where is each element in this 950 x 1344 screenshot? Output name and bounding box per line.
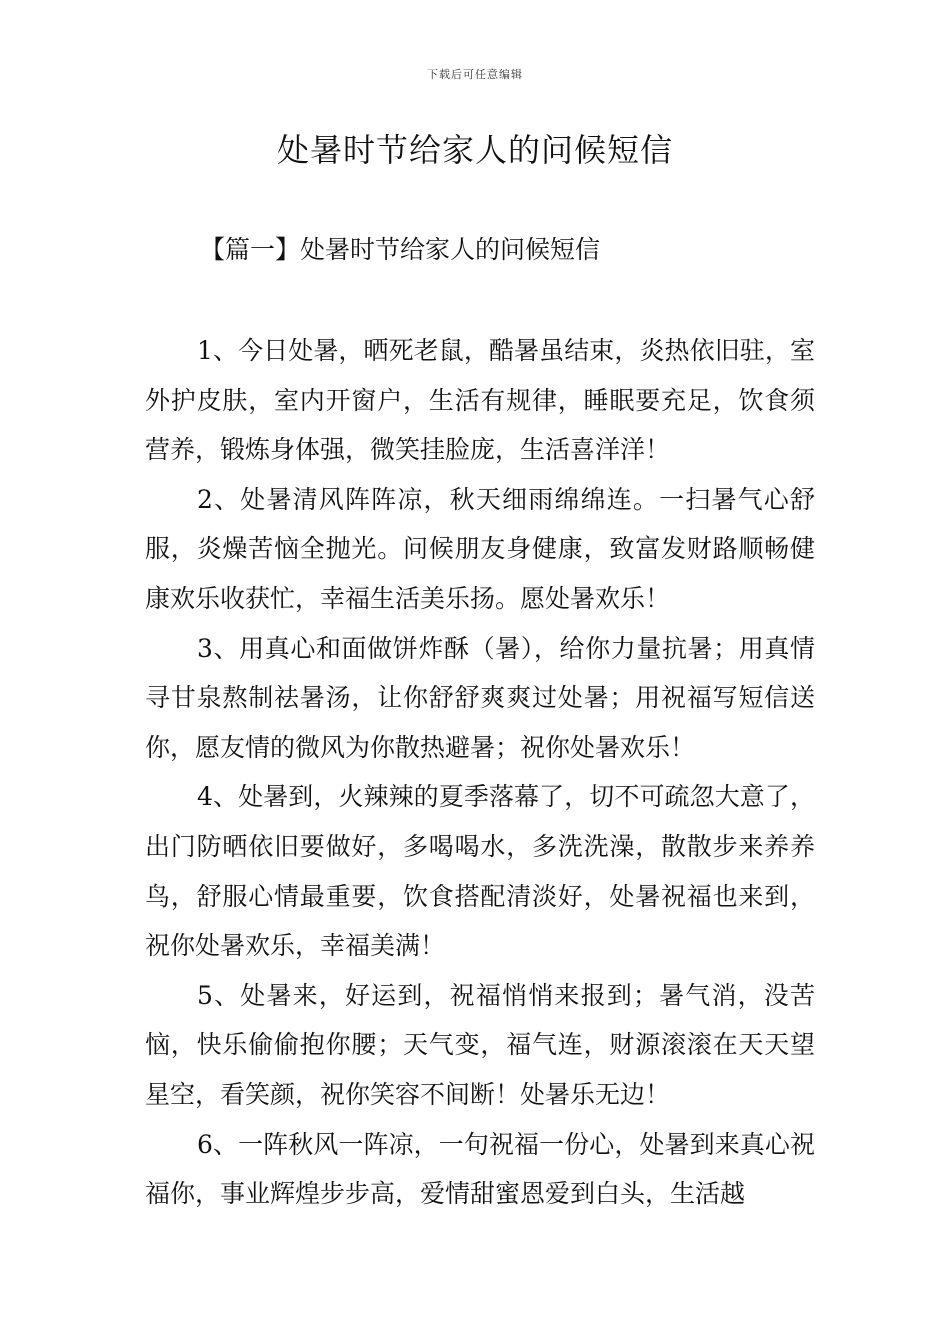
header-note: 下载后可任意编辑 [427,68,523,81]
body-text [145,326,815,1219]
page-title: 处暑时节给家人的问候短信 [276,131,673,169]
paragraph-3: 3、用真心和面做饼炸酥（暑），给你力量抗暑；用真情寻甘泉熬制祛暑汤，让你舒舒爽爽过处暑；用祝福写短信送你，愿友情的微风为你散热避暑；祝你处暑欢乐！ [145,633,815,762]
paragraph-4: 4、处暑到，火辣辣的夏季落幕了，切不可疏忽大意了，出门防晒依旧要做好，多喝喝水，多洗洗澡，散散步来养养鸟，舒服心情最重要，饮食搭配清淡好，处暑祝福也来到，祝你处暑欢乐，幸福美满！ [145,782,815,961]
paragraph-2: 2、处暑清风阵阵凉，秋天细雨绵绵连。一扫暑气心舒服，炎燥苦恼全抛光。问候朋友身健康，致富发财路顺畅健康欢乐收获忙，幸福生活美乐扬。愿处暑欢乐！ [145,484,815,613]
paragraph-6: 6、一阵秋风一阵凉，一句祝福一份心，处暑到来真心祝福你，事业辉煌步步高，爱情甜蜜恩爱到白头，生活越 [145,1129,815,1209]
paragraph-5: 5、处暑来，好运到，祝福悄悄来报到；暑气消，没苦恼，快乐偷偷抱你腰；天气变，福气连，财源滚滚在天天望星空，看笑颜，祝你笑容不间断！处暑乐无边！ [145,980,815,1109]
section-heading: 【篇一】处暑时节给家人的问候短信 [200,235,601,264]
paragraph-1: 1、今日处暑，晒死老鼠，酷暑虽结束，炎热依旧驻，室外护皮肤，室内开窗户，生活有规律，睡眠要充足，饮食须营养，锻炼身体强，微笑挂脸庞，生活喜洋洋！ [145,336,815,465]
